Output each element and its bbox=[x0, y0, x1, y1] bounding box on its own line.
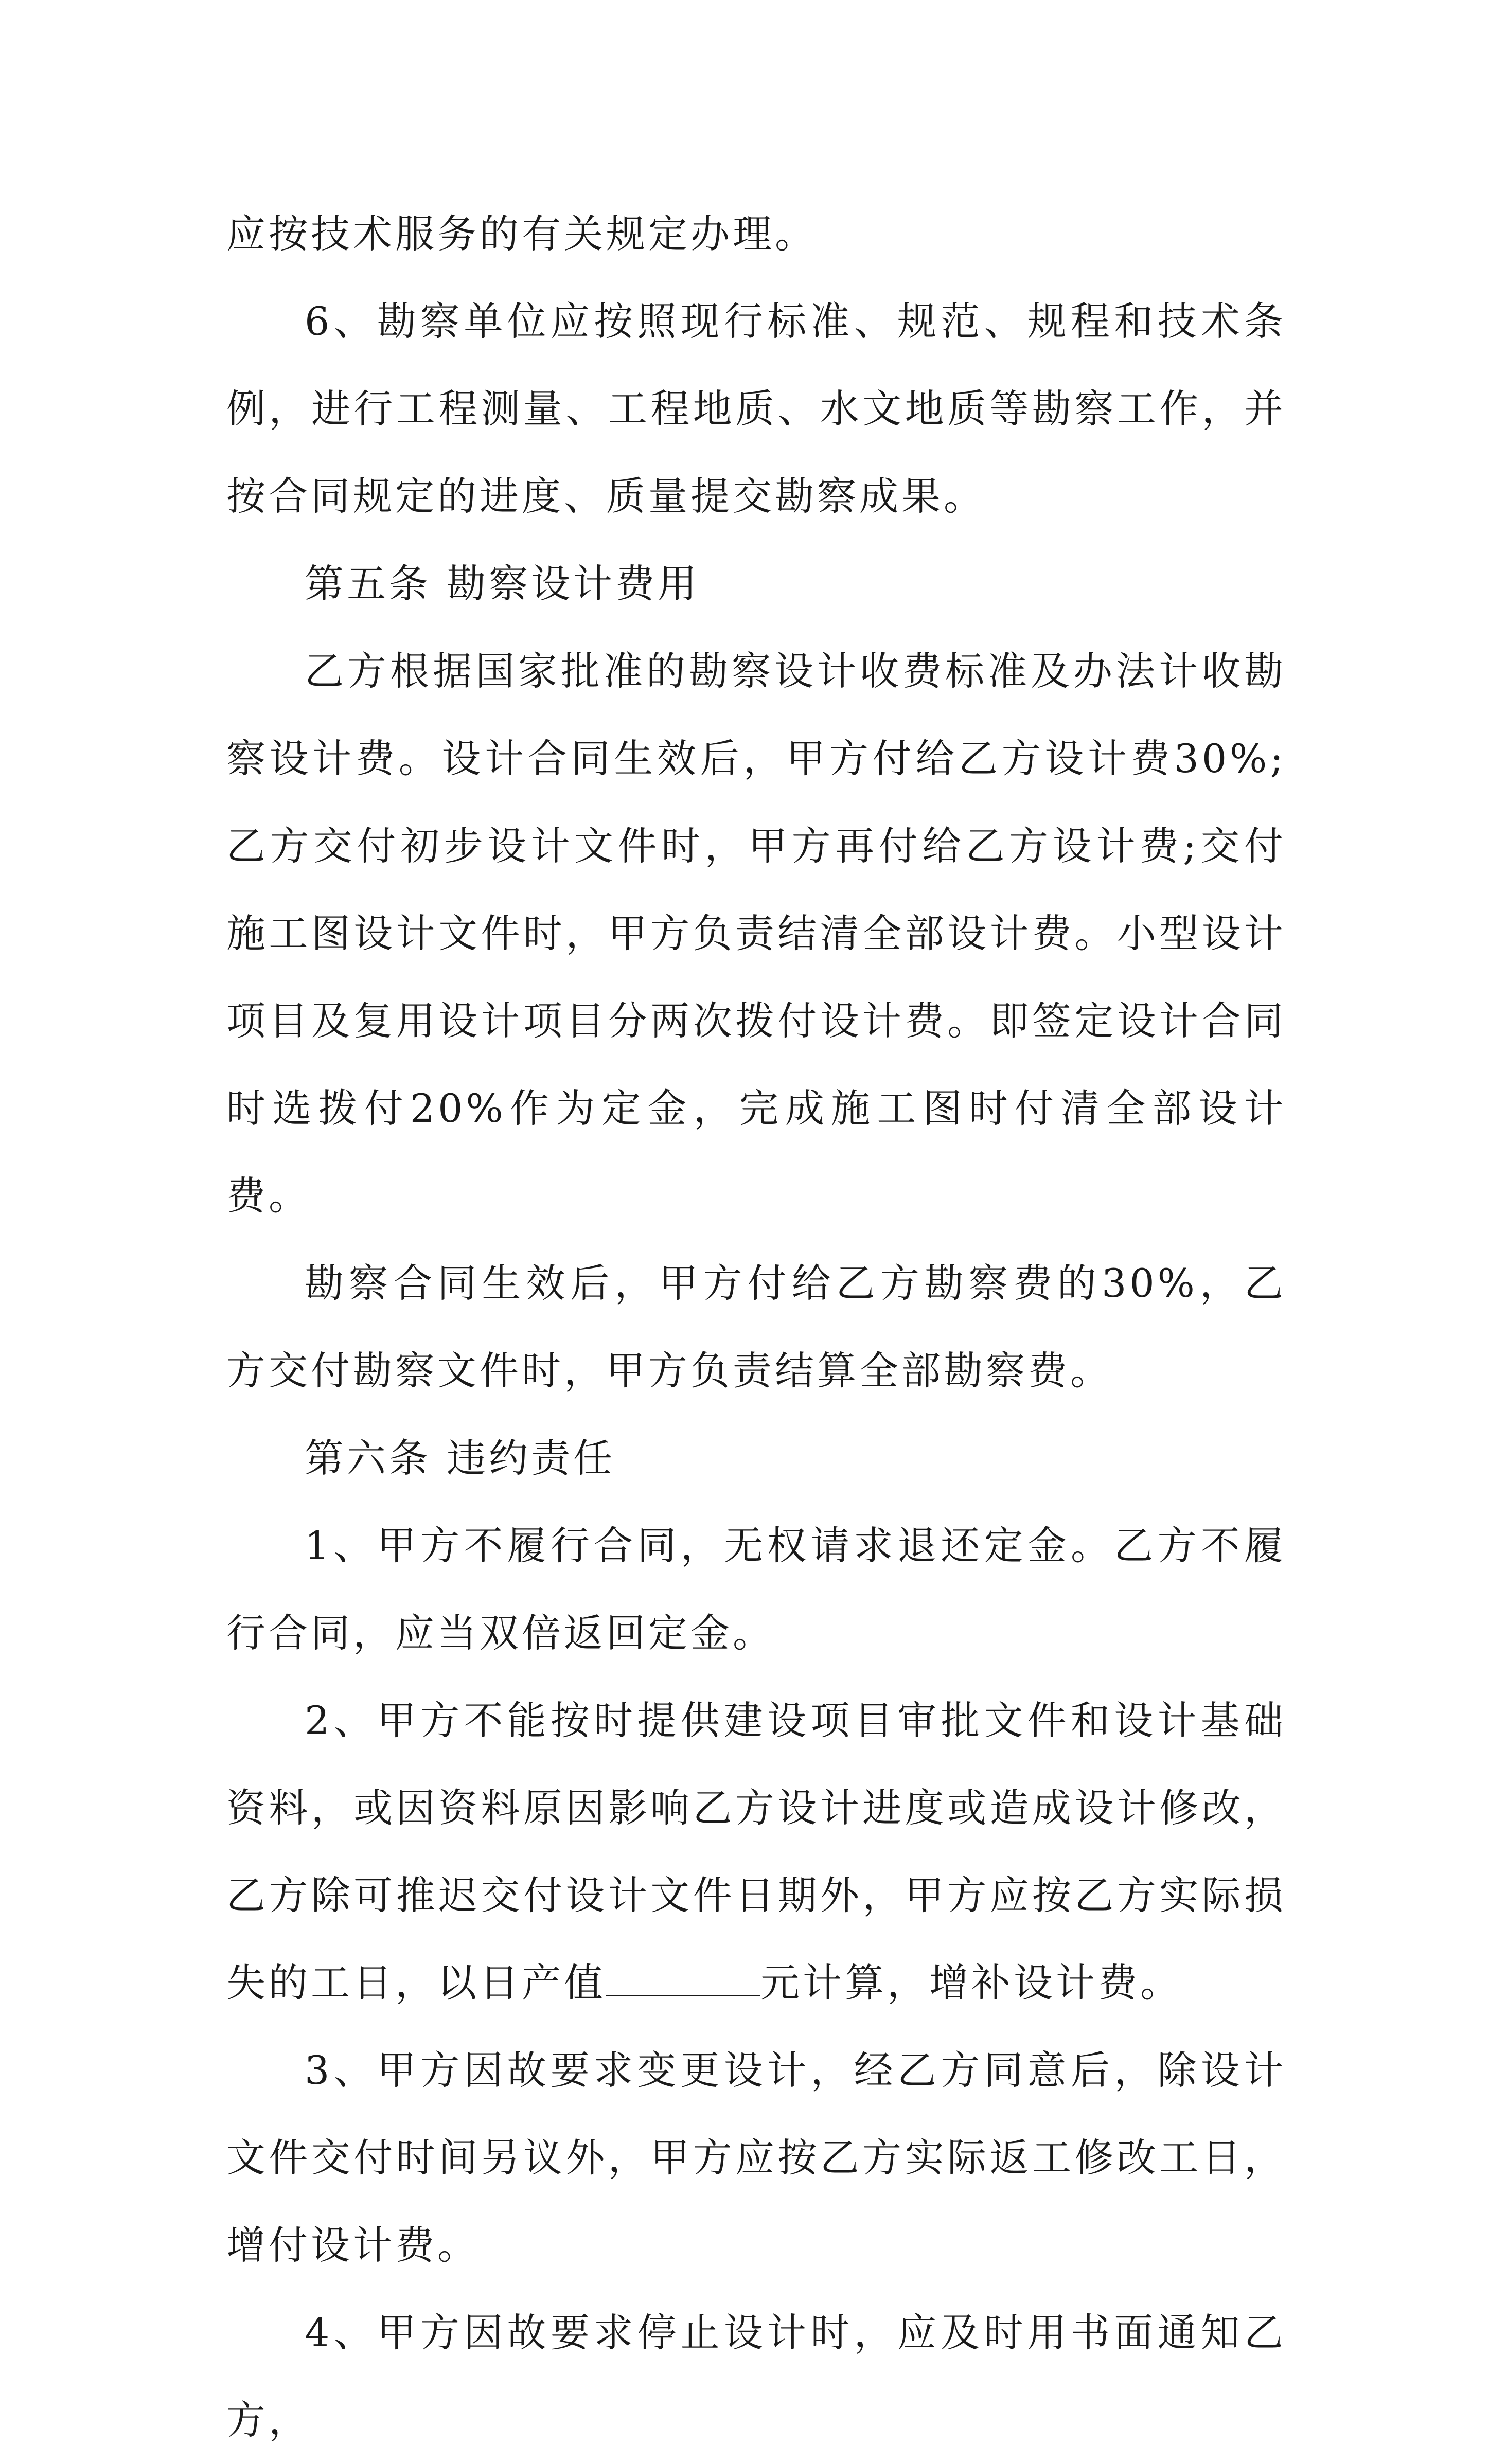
article-5-heading: 第五条 勘察设计费用 bbox=[305, 561, 700, 606]
paragraph-breach-2-text-b: 元计算，增补设计费。 bbox=[760, 1960, 1182, 2006]
article-6-heading: 第六条 违约责任 bbox=[305, 1435, 616, 1481]
paragraph-survey-fee: 勘察合同生效后，甲方付给乙方勘察费的30%，乙方交付勘察文件时，甲方负责结算全部勘察费。 bbox=[226, 1260, 1286, 1394]
contract-text bbox=[226, 190, 1286, 2464]
paragraph-breach-2-text-a: 2、甲方不能按时提供建设项目审批文件和设计基础资料，或因资料原因影响乙方设计进度或造成设计修改，乙方除可推迟交付设计文件日期外，甲方应按乙方实际损失的工日，以日产值 bbox=[226, 1698, 1286, 2006]
blank-field bbox=[606, 1964, 760, 1996]
paragraph-breach-3: 3、甲方因故要求变更设计，经乙方同意后，除设计文件交付时间另议外，甲方应按乙方实际返工修改工日，增付设计费。 bbox=[226, 2047, 1286, 2268]
paragraph-breach-1: 1、甲方不履行合同，无权请求退还定金。乙方不履行合同，应当双倍返回定金。 bbox=[226, 1523, 1286, 1656]
paragraph-breach-2 bbox=[226, 1677, 1286, 2027]
paragraph-continued: 应按技术服务的有关规定办理。 bbox=[226, 211, 817, 257]
paragraph-breach-4: 4、甲方因故要求停止设计时，应及时用书面通知乙方， bbox=[226, 2310, 1286, 2443]
paragraph-clause-6: 6、勘察单位应按照现行标准、规范、规程和技术条例，进行工程测量、工程地质、水文地质等勘察工作，并按合同规定的进度、质量提交勘察成果。 bbox=[226, 298, 1286, 519]
paragraph-design-fee: 乙方根据国家批准的勘察设计收费标准及办法计收勘察设计费。设计合同生效后，甲方付给乙方设计费30%;乙方交付初步设计文件时，甲方再付给乙方设计费;交付施工图设计文件时，甲方负责结清全部设计费。小型设计项目及复用设计项目分两次拨付设计费。即签定设计合同时选拨付20%作为定金，完成施工图时付清全部设计费。 bbox=[226, 648, 1286, 1219]
